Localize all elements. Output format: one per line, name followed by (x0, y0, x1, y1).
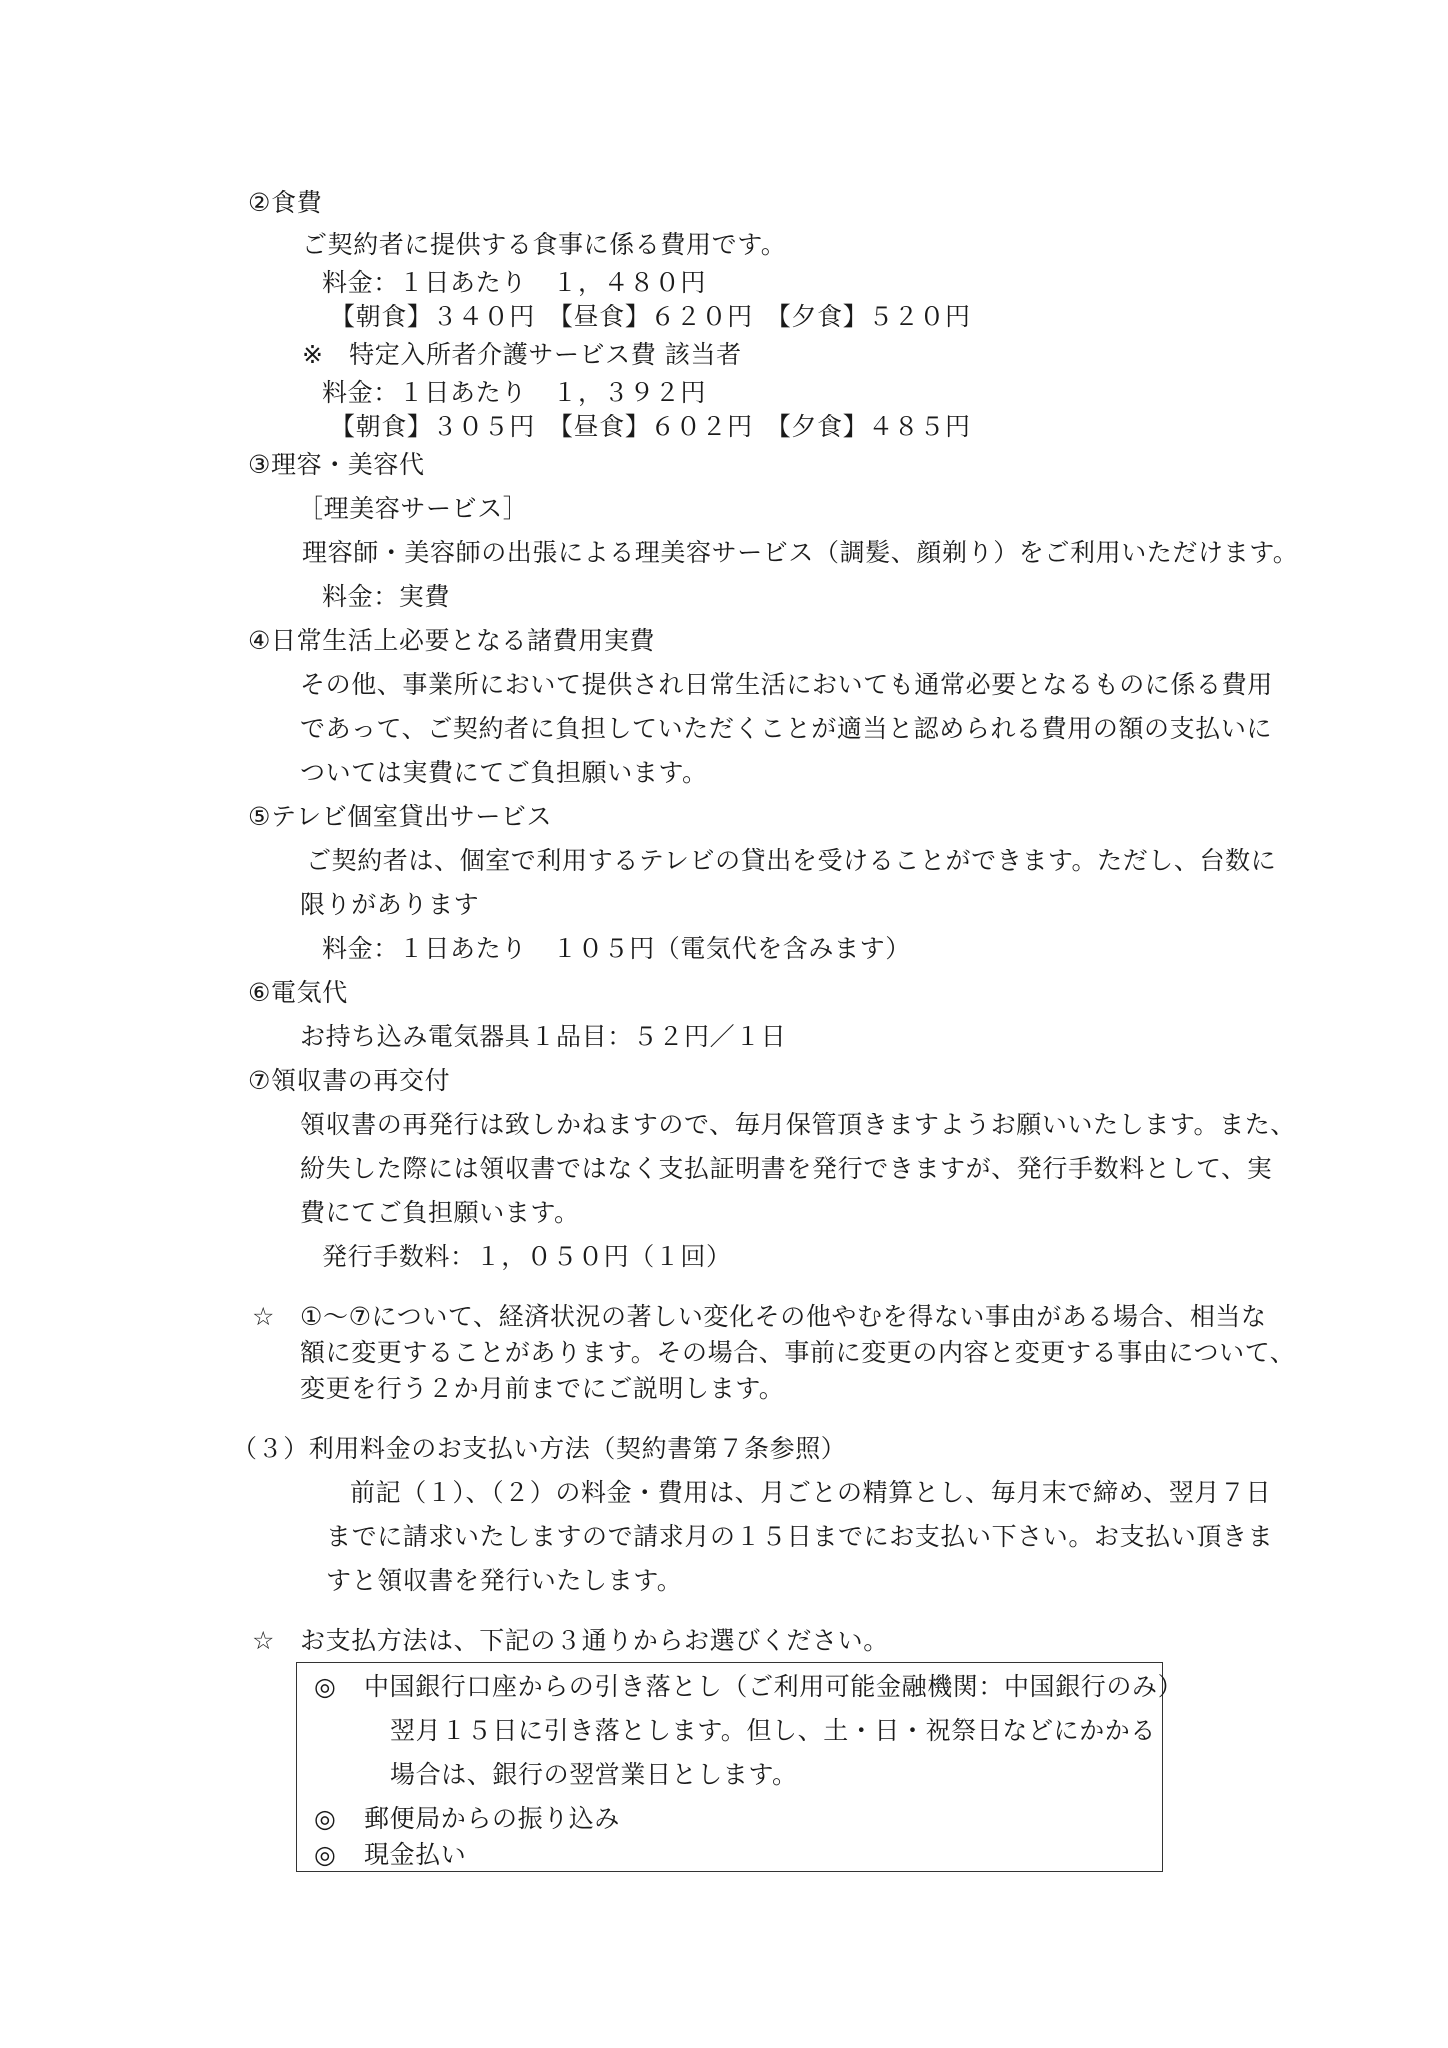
payment-method-cash: 現金払い (364, 1840, 467, 1869)
payment-heading: （３）利用料金のお支払い方法（契約書第７条参照） (232, 1434, 847, 1463)
daily-expenses-line: であって、ご契約者に負担していただくことが適当と認められる費用の額の支払いに (300, 714, 1273, 743)
food-heading: ②食費 (248, 188, 323, 217)
food-special-meal-prices: 【朝食】３０５円 【昼食】６０２円 【夕食】４８５円 (330, 412, 971, 441)
payment-method-postal: 郵便局からの振り込み (364, 1804, 621, 1833)
barber-fee: 料金：実費 (322, 582, 451, 611)
electricity-heading: ⑥電気代 (248, 978, 348, 1007)
tv-heading: ⑤テレビ個室貸出サービス (248, 802, 553, 831)
receipt-line: 費にてご負担願います。 (300, 1198, 580, 1227)
change-notice-line: ①～⑦について、経済状況の著しい変化その他やむを得ない事由がある場合、相当な (300, 1302, 1267, 1331)
electricity-description: お持ち込み電気器具１品目：５２円／１日 (300, 1022, 787, 1051)
daily-expenses-line: ついては実費にてご負担願います。 (300, 758, 708, 787)
receipt-line: 領収書の再発行は致しかねますので、毎月保管頂きますようお願いいたします。また、 (300, 1110, 1296, 1139)
payment-line: までに請求いたしますので請求月の１５日までにお支払い下さい。お支払い頂きま (326, 1522, 1274, 1551)
food-description: ご契約者に提供する食事に係る費用です。 (302, 230, 787, 259)
daily-expenses-heading: ④日常生活上必要となる諸費用実費 (248, 626, 656, 655)
food-special-note: ※ 特定入所者介護サービス費 該当者 (302, 340, 742, 369)
receipt-fee: 発行手数料：１，０５０円（１回） (322, 1242, 732, 1271)
payment-line: 前記（１）、（２）の料金・費用は、月ごとの精算とし、毎月末で締め、翌月７日 (350, 1478, 1272, 1507)
star-icon: ☆ (252, 1626, 276, 1655)
receipt-line: 紛失した際には領収書ではなく支払証明書を発行できますが、発行手数料として、実 (300, 1154, 1273, 1183)
food-special-fee-daily: 料金：１日あたり １，３９２円 (322, 378, 707, 407)
tv-line: 限りがあります (300, 890, 480, 919)
bank-detail-line: 翌月１５日に引き落とします。但し、土・日・祝祭日などにかかる (390, 1716, 1157, 1745)
tv-fee: 料金：１日あたり １０５円（電気代を含みます） (322, 934, 911, 963)
bank-detail-line: 場合は、銀行の翌営業日とします。 (390, 1760, 798, 1789)
barber-description: 理容師・美容師の出張による理美容サービス（調髪、顔剃り）をご利用いただけます。 (302, 538, 1299, 567)
bullet-icon: ◎ (314, 1672, 337, 1701)
barber-heading: ③理容・美容代 (248, 450, 425, 479)
star-icon: ☆ (252, 1302, 276, 1331)
daily-expenses-line: その他、事業所において提供され日常生活においても通常必要となるものに係る費用 (300, 670, 1273, 699)
payment-line: すと領収書を発行いたします。 (326, 1566, 683, 1595)
change-notice-line: 変更を行う２か月前までにご説明します。 (300, 1374, 785, 1403)
payment-methods-intro: お支払方法は、下記の３通りからお選びください。 (300, 1626, 889, 1655)
receipt-heading: ⑦領収書の再交付 (248, 1066, 451, 1095)
food-meal-prices: 【朝食】３４０円 【昼食】６２０円 【夕食】５２０円 (330, 302, 971, 331)
tv-line: ご契約者は、個室で利用するテレビの貸出を受けることができます。ただし、台数に (306, 846, 1277, 875)
barber-subheading: ［理美容サービス］ (298, 494, 529, 523)
bullet-icon: ◎ (314, 1804, 337, 1833)
payment-method-bank: 中国銀行口座からの引き落とし（ご利用可能金融機関：中国銀行のみ） (364, 1672, 1184, 1701)
bullet-icon: ◎ (314, 1840, 337, 1869)
change-notice-line: 額に変更することがあります。その場合、事前に変更の内容と変更する事由について、 (300, 1338, 1296, 1367)
food-fee-daily: 料金：１日あたり １，４８０円 (322, 268, 707, 297)
